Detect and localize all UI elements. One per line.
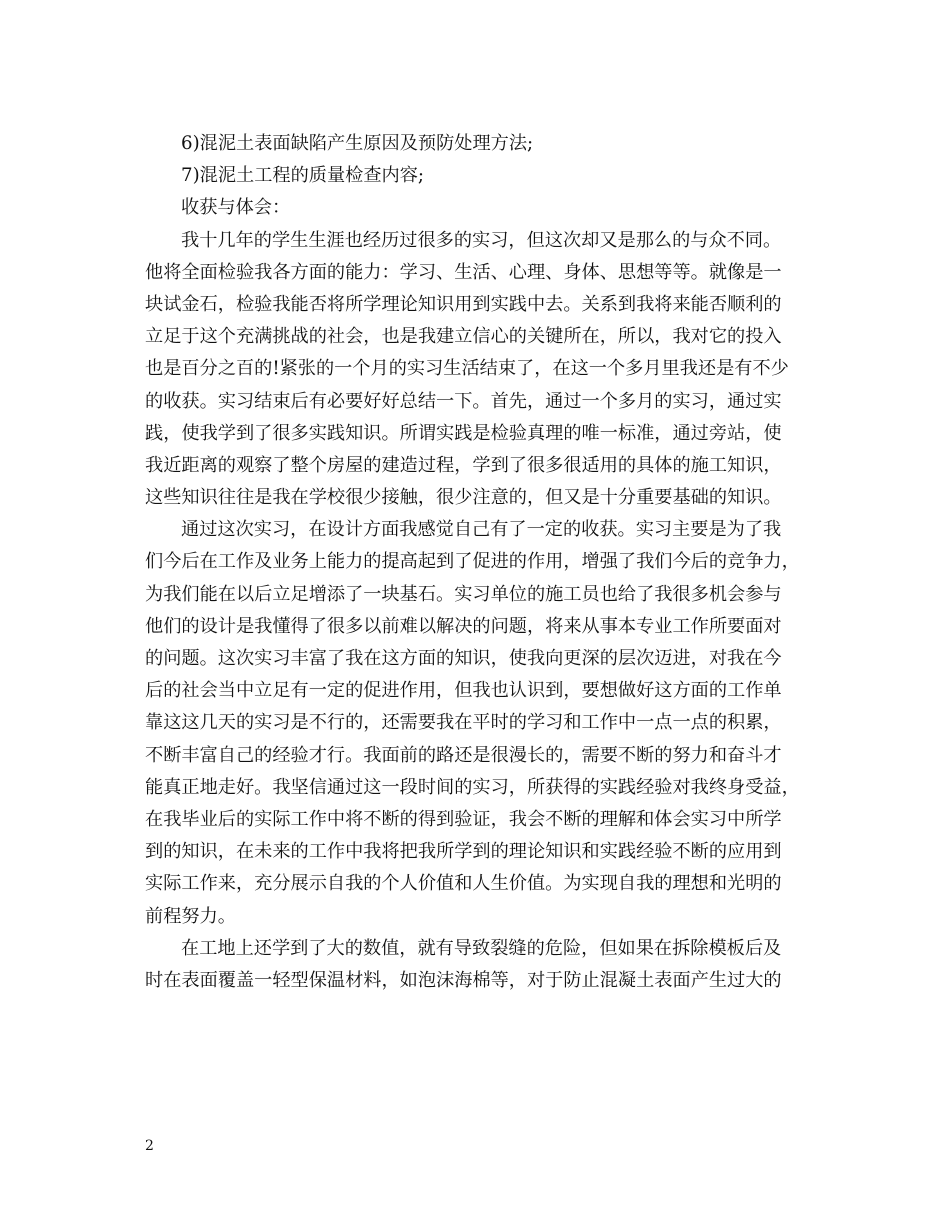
text-line: 前程努力。 bbox=[145, 905, 236, 927]
text-line: 实际工作来，充分展示自我的个人价值和人生价值。为实现自我的理想和光明的 bbox=[145, 873, 782, 895]
text-line: 的问题。这次实习丰富了我在这方面的知识，使我向更深的层次迈进，对我在今 bbox=[145, 648, 782, 669]
text-line: 们今后在工作及业务上能力的提高起到了促进的作用，增强了我们今后的竞争力， bbox=[145, 551, 800, 573]
text-line: 块试金石，检验我能否将所学理论知识用到实践中去。关系到我将来能否顺利的 bbox=[145, 293, 782, 315]
text-line: 他将全面检验我各方面的能力：学习、生活、心理、身体、思想等等。就像是一 bbox=[145, 261, 782, 283]
page-number: 2 bbox=[145, 1138, 154, 1154]
text-line: 6)混泥土表面缺陷产生原因及预防处理方法; bbox=[181, 133, 534, 154]
text-line: 能真正地走好。我坚信通过这一段时间的实习，所获得的实践经验对我终身受益， bbox=[145, 776, 800, 798]
text-line: 为我们能在以后立足增添了一块基石。实习单位的施工员也给了我很多机会参与 bbox=[145, 583, 782, 605]
text-line: 在工地上还学到了大的数值，就有导致裂缝的危险，但如果在拆除模板后及 bbox=[181, 937, 782, 959]
text-line: 不断丰富自己的经验才行。我面前的路还是很漫长的，需要不断的努力和奋斗才 bbox=[145, 744, 782, 766]
text-line: 7)混泥土工程的质量检查内容; bbox=[181, 165, 425, 187]
text-line: 我近距离的观察了整个房屋的建造过程，学到了很多很适用的具体的施工知识， bbox=[145, 454, 782, 476]
text-line: 的收获。实习结束后有必要好好总结一下。首先，通过一个多月的实习，通过实 bbox=[145, 390, 782, 412]
text-line: 时在表面覆盖一轻型保温材料，如泡沫海棉等，对于防止混凝土表面产生过大的 bbox=[145, 969, 782, 991]
text-line: 靠这这几天的实习是不行的，还需要我在平时的学习和工作中一点一点的积累， bbox=[145, 712, 782, 734]
text-line: 他们的设计是我懂得了很多以前难以解决的问题，将来从事本专业工作所要面对 bbox=[145, 615, 782, 637]
text-line: 到的知识，在未来的工作中我将把我所学到的理论知识和实践经验不断的应用到 bbox=[145, 841, 782, 863]
text-line: 践，使我学到了很多实践知识。所谓实践是检验真理的唯一标准，通过旁站，使 bbox=[145, 422, 782, 444]
text-line: 我十几年的学生生涯也经历过很多的实习，但这次却又是那么的与众不同。 bbox=[181, 229, 782, 251]
text-line: 在我毕业后的实际工作中将不断的得到验证，我会不断的理解和体会实习中所学 bbox=[145, 808, 782, 830]
text-line: 通过这次实习，在设计方面我感觉自己有了一定的收获。实习主要是为了我 bbox=[181, 519, 782, 541]
text-line: 也是百分之百的!紧张的一个月的实习生活结束了，在这一个多月里我还是有不少 bbox=[145, 358, 789, 380]
body-text bbox=[145, 128, 807, 997]
text-line: 这些知识往往是我在学校很少接触，很少注意的，但又是十分重要基础的知识。 bbox=[145, 487, 782, 509]
text-line: 立足于这个充满挑战的社会，也是我建立信心的关键所在，所以，我对它的投入 bbox=[145, 326, 782, 348]
text-line: 后的社会当中立足有一定的促进作用，但我也认识到，要想做好这方面的工作单 bbox=[145, 680, 782, 702]
text-line: 收获与体会： bbox=[181, 197, 291, 219]
